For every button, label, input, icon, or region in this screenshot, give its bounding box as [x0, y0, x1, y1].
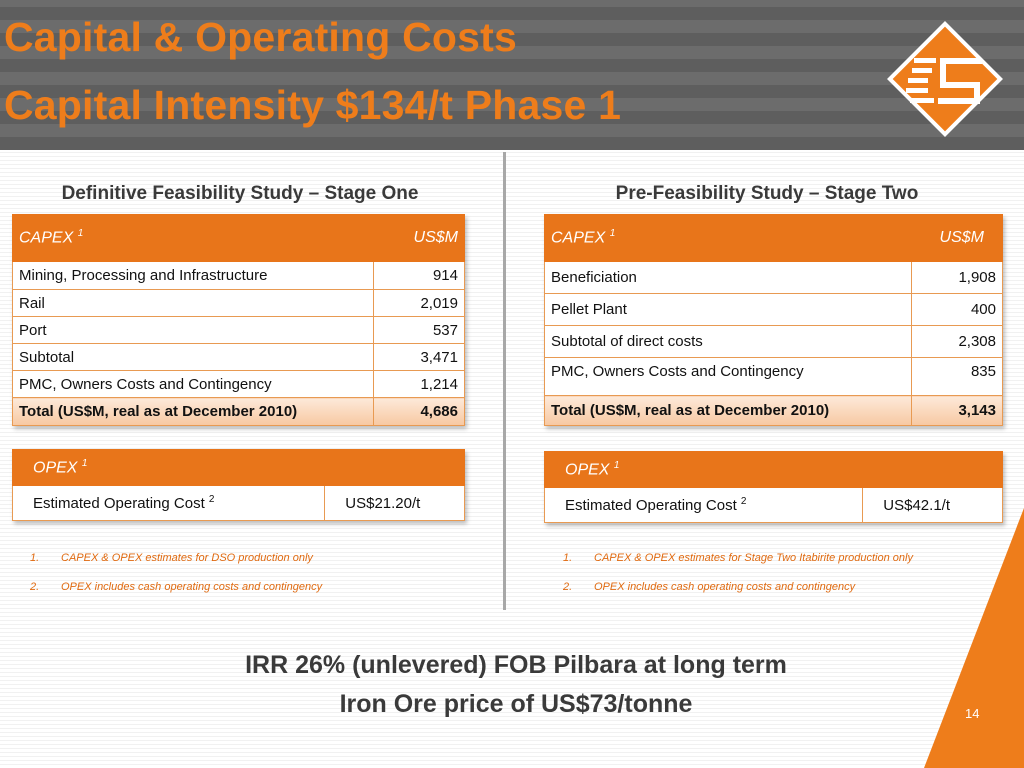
- table-row: [545, 294, 1003, 326]
- row-value: 400: [912, 294, 1003, 326]
- total-value: 4,686: [374, 398, 465, 426]
- table-row: [545, 262, 1003, 294]
- row-value: 3,471: [374, 344, 465, 371]
- opex-label: OPEX: [33, 459, 78, 477]
- row-value: 914: [374, 262, 465, 290]
- stage-one-opex-table: [12, 449, 465, 521]
- opex-label: OPEX: [565, 461, 610, 479]
- row-item: Pellet Plant: [545, 294, 912, 326]
- stage-one-capex-table: [12, 214, 465, 426]
- opex-value: US$42.1/t: [863, 488, 1003, 523]
- total-value: 3,143: [912, 396, 1003, 426]
- irr-summary-line1: IRR 26% (unlevered) FOB Pilbara at long term: [245, 651, 787, 679]
- column-divider: [503, 152, 506, 610]
- total-item: Total (US$M, real as at December 2010): [13, 398, 374, 426]
- row-value: 2,019: [374, 290, 465, 317]
- capex-footnote-ref: 1: [609, 228, 616, 240]
- table-row: [13, 486, 465, 521]
- footnote-item: [30, 552, 480, 581]
- row-item: Rail: [13, 290, 374, 317]
- table-row: [13, 317, 465, 344]
- row-item: Subtotal: [13, 344, 374, 371]
- table-row: [13, 371, 465, 398]
- opex-label-cell: [545, 452, 1003, 488]
- footnote-text: CAPEX & OPEX estimates for DSO production only: [61, 552, 313, 564]
- stage-two-capex-table: [544, 214, 1003, 426]
- capex-label: CAPEX: [19, 229, 74, 247]
- opex-header-row: [13, 450, 465, 486]
- company-logo-icon: [886, 20, 1004, 138]
- slide-title-line1: Capital & Operating Costs: [4, 14, 518, 60]
- opex-footnote-ref: 1: [613, 459, 620, 471]
- footnote-number: 2.: [563, 581, 573, 593]
- opex-item: Estimated Operating Cost: [565, 497, 737, 514]
- row-value: 1,908: [912, 262, 1003, 294]
- row-item: Beneficiation: [545, 262, 912, 294]
- footnote-text: OPEX includes cash operating costs and contingency: [594, 581, 856, 593]
- opex-item: Estimated Operating Cost: [33, 495, 205, 512]
- footnote-text: OPEX includes cash operating costs and contingency: [61, 581, 323, 593]
- row-item: Subtotal of direct costs: [545, 326, 912, 358]
- row-value: 1,214: [374, 371, 465, 398]
- total-row: [545, 396, 1003, 426]
- table-row: [545, 326, 1003, 358]
- row-item: PMC, Owners Costs and Contingency: [13, 371, 374, 398]
- opex-footnote-ref: 1: [81, 457, 88, 469]
- capex-unit: US$M: [374, 215, 465, 262]
- footnote-number: 1.: [30, 552, 40, 564]
- capex-label: CAPEX: [551, 229, 606, 247]
- stage-one-heading: Definitive Feasibility Study – Stage One: [61, 183, 419, 204]
- footnote-number: 1.: [563, 552, 573, 564]
- header-band: [0, 0, 1024, 150]
- opex-value: US$21.20/t: [325, 486, 465, 521]
- table-row: [13, 344, 465, 371]
- table-row: [13, 262, 465, 290]
- table-row: [545, 358, 1003, 396]
- opex-item-footnote-ref: 2: [740, 496, 747, 507]
- row-item: PMC, Owners Costs and Contingency: [545, 358, 912, 396]
- footnote-item: [30, 581, 480, 610]
- row-value: 2,308: [912, 326, 1003, 358]
- page-number: 14: [965, 706, 980, 721]
- corner-accent-shape: [924, 508, 1024, 768]
- opex-label-cell: [13, 450, 465, 486]
- total-row: [13, 398, 465, 426]
- stage-one-footnotes: [30, 552, 480, 610]
- capex-footnote-ref: 1: [77, 228, 84, 240]
- capex-unit: US$M: [912, 215, 1003, 262]
- opex-header-row: [545, 452, 1003, 488]
- capex-label-cell: [545, 215, 912, 262]
- capex-header-row: [13, 215, 465, 262]
- total-item: Total (US$M, real as at December 2010): [545, 396, 912, 426]
- capex-label-cell: [13, 215, 374, 262]
- irr-summary: [0, 646, 1024, 724]
- row-value: 537: [374, 317, 465, 344]
- row-item: Mining, Processing and Infrastructure: [13, 262, 374, 290]
- footnote-number: 2.: [30, 581, 40, 593]
- table-row: [13, 290, 465, 317]
- opex-item-cell: [13, 486, 325, 521]
- opex-item-footnote-ref: 2: [208, 494, 215, 505]
- slide-title-line2: Capital Intensity $134/t Phase 1: [4, 82, 622, 128]
- capex-header-row: [545, 215, 1003, 262]
- stage-two-heading: Pre-Feasibility Study – Stage Two: [615, 183, 919, 204]
- footnote-text: CAPEX & OPEX estimates for Stage Two Itabirite production only: [594, 552, 913, 564]
- opex-item-cell: [545, 488, 863, 523]
- row-item: Port: [13, 317, 374, 344]
- irr-summary-line2: Iron Ore price of US$73/tonne: [339, 690, 693, 718]
- row-value: 835: [912, 358, 1003, 396]
